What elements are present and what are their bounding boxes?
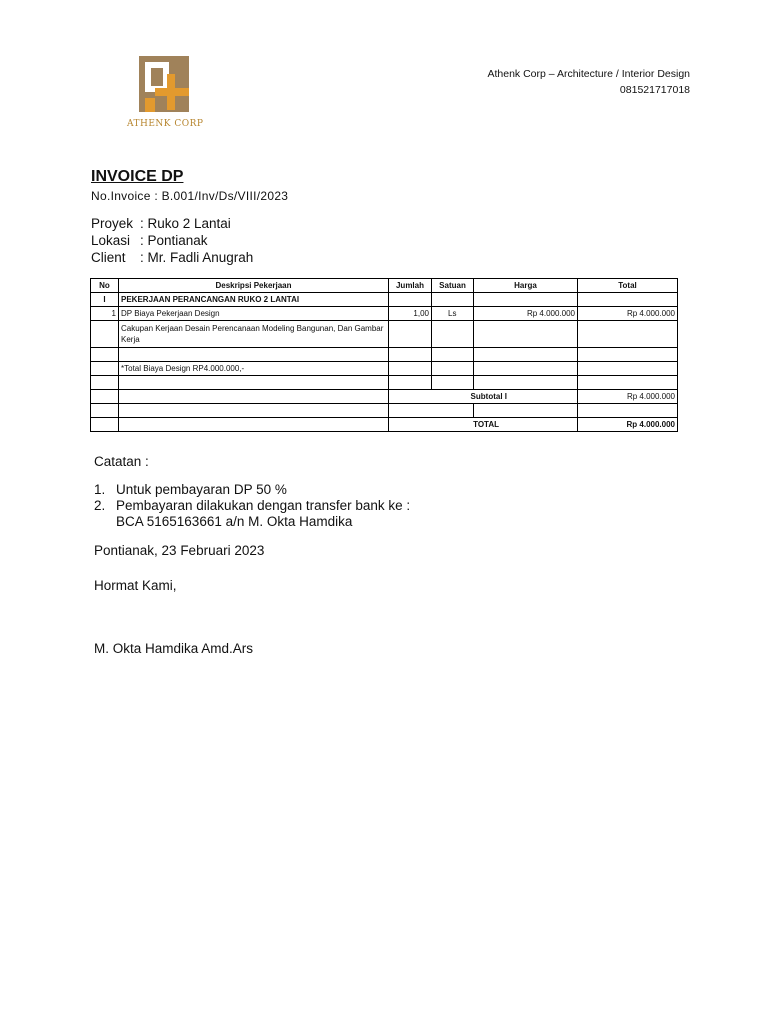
list-number: 2. bbox=[94, 498, 106, 513]
scope-text: Cakupan Kerjaan Desain Perencanaan Modeling Bangunan, Dan Gambar Kerja bbox=[119, 321, 389, 348]
bank-account: BCA 5165163661 a/n M. Okta Hamdika bbox=[116, 514, 353, 529]
company-phone: 081521717018 bbox=[619, 84, 690, 96]
closing: Hormat Kami, bbox=[94, 578, 177, 593]
col-header: Jumlah bbox=[389, 279, 432, 293]
notes-list bbox=[94, 482, 410, 530]
table-row bbox=[91, 376, 678, 390]
item-total: Rp 4.000.000 bbox=[578, 307, 678, 321]
col-header: Harga bbox=[474, 279, 578, 293]
logo-text: ATHENK CORP bbox=[127, 119, 204, 129]
proyek-label: Proyek bbox=[91, 216, 134, 231]
col-header: Satuan bbox=[432, 279, 474, 293]
signer-name: M. Okta Hamdika Amd.Ars bbox=[94, 641, 254, 656]
total-note: *Total Biaya Design RP4.000.000,- bbox=[119, 362, 389, 376]
client-label: Client bbox=[91, 250, 126, 265]
section-no: I bbox=[91, 293, 119, 307]
item-desc: DP Biaya Pekerjaan Design bbox=[119, 307, 389, 321]
lokasi-value: : Pontianak bbox=[140, 233, 208, 248]
company-info bbox=[487, 66, 690, 98]
table-row bbox=[91, 404, 678, 418]
subtotal-value: Rp 4.000.000 bbox=[578, 390, 678, 404]
subtotal-row bbox=[91, 390, 678, 404]
section-title: PEKERJAAN PERANCANGAN RUKO 2 LANTAI bbox=[119, 293, 389, 307]
col-header: No bbox=[91, 279, 119, 293]
invoice-title: INVOICE DP bbox=[91, 168, 184, 185]
note-item: Pembayaran dilakukan dengan transfer bank ke : bbox=[116, 498, 411, 513]
total-label: TOTAL bbox=[389, 418, 578, 432]
item-no: 1 bbox=[91, 307, 119, 321]
table-header-row bbox=[91, 279, 678, 293]
table-row bbox=[91, 321, 678, 348]
invoice-table bbox=[90, 278, 678, 432]
total-value: Rp 4.000.000 bbox=[578, 418, 678, 432]
table-row bbox=[91, 307, 678, 321]
col-header: Total bbox=[578, 279, 678, 293]
note-item: Untuk pembayaran DP 50 % bbox=[116, 482, 287, 497]
table-row bbox=[91, 293, 678, 307]
proyek-value: : Ruko 2 Lantai bbox=[140, 216, 231, 231]
total-row bbox=[91, 418, 678, 432]
client-value: : Mr. Fadli Anugrah bbox=[140, 250, 254, 265]
item-qty: 1,00 bbox=[389, 307, 432, 321]
list-number: 1. bbox=[94, 482, 106, 497]
item-price: Rp 4.000.000 bbox=[474, 307, 578, 321]
project-meta bbox=[91, 215, 253, 266]
subtotal-label: Subtotal I bbox=[389, 390, 578, 404]
table-row bbox=[91, 348, 678, 362]
place-date: Pontianak, 23 Februari 2023 bbox=[94, 543, 265, 558]
notes-title: Catatan : bbox=[94, 454, 149, 469]
invoice-number: No.Invoice : B.001/Inv/Ds/VIII/2023 bbox=[91, 189, 289, 203]
lokasi-label: Lokasi bbox=[91, 233, 131, 248]
item-unit: Ls bbox=[432, 307, 474, 321]
col-header: Deskripsi Pekerjaan bbox=[119, 279, 389, 293]
company-line: Athenk Corp – Architecture / Interior Design bbox=[487, 68, 690, 80]
table-row bbox=[91, 362, 678, 376]
